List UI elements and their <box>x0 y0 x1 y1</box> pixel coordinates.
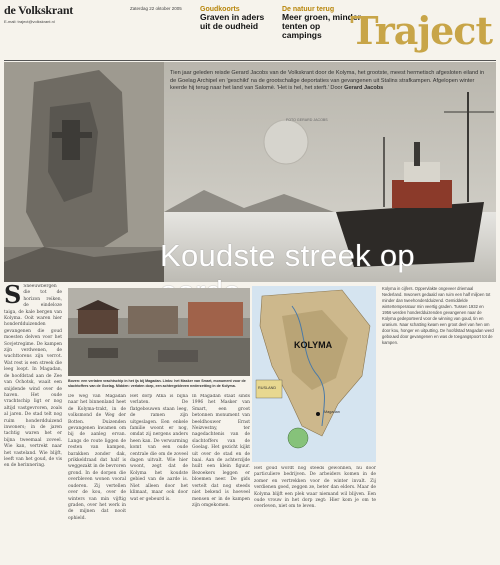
article-column <box>4 284 62 560</box>
kolyma-map <box>252 286 376 462</box>
promo-goudkoorts[interactable] <box>200 6 270 31</box>
intro-text-block <box>170 70 490 93</box>
newspaper-logo: de Volkskrant <box>4 3 74 17</box>
map-inset-label: RUSLAND <box>258 386 277 390</box>
article-headline: Koudste streek op <box>160 238 415 273</box>
intro-text: Tien jaar geleden reisde Gerard Jacobs van de Volkskrant door de Kolyma, het grootste, meest hermetisch afgesloten eiland in de Goelag Archipel en 'geschikt' na de grootschalige deportaties van gevangenen uit Stalins strafkampen. Afgelopen winter keerde hij terug naar het land van Salomè. 'Het is hel, het sterft.' Door <box>170 70 485 92</box>
section-title: Traject <box>350 8 492 53</box>
article-column <box>68 394 126 560</box>
village-photo <box>68 288 250 376</box>
map-image <box>252 286 376 462</box>
column-text: In Magadan staat sinds 1996 het Masker van Smart, een groot betonnen monument van beeldhouwer Ernst Neizvestny, ter nagedachtenis van de slachtoffers van de Goelag. Het gezicht kijkt uit over de stad en de baai. Aan de achterzijde huilt een klein figuur. Bezoekers leggen er bloemen neer. De gids vertelt dat nog steeds niet bekend is hoeveel mensen er in de kampen zijn omgekomen. <box>192 394 250 508</box>
photo-credit: FOTO GERARD JACOBS <box>286 118 328 122</box>
photo-caption: Boven: een verlaten vrachtschip in het ijs bij Magadan. Links: het Masker van Smart, monument voor de slachtoffers van de Goelag. Midden: verlaten dorp, een achtergebleven nederzetting in de Kolyma. <box>68 379 246 388</box>
article-column <box>254 466 376 560</box>
map-city-label: Magadan <box>324 410 340 414</box>
column-text: De weg van Magadan naar het binnenland heet de Kolyma-trakt, in de volksmond de Weg der Botten. Duizenden gevangenen kwamen om bij de aanleg ervan. Langs de route liggen de resten van kampen, barakken zonder dak, prikkeldraad dat half is weggezakt in de bevroren grond. In de dorpen die overbleven wonen vooral ouderen. Zij vertellen over de kou, over de winters van min vijftig graden, over het werk in de mijnen dat nooit ophield. <box>68 394 126 521</box>
village-photo-image <box>68 288 250 376</box>
column-text: Sneeuwbergen die tot de horizon reiken, de eindeloze taiga, de kale bergen van Kolyma. Ooit waren hier honderdduizenden gevangenen die goud moesten delven voor het Sovjetregime. De kampen zijn verdwenen, de wachttorens zijn verrot. Wat rest is een streek die leeg loopt. In Magadan, de hoofdstad aan de Zee van Ochotsk, waait een snijdende wind over de haven. Het oude vrachtschip ligt er nog altijd vastgevroren, zoals al jaren. De stad telt nog ruim honderdduizend inwoners; in de jaren tachtig waren het er bijna tweemaal zoveel. Wie kan, vertrekt naar het vasteland. Wie blijft, leeft van het goud, de vis en de herinnering. <box>4 284 62 469</box>
header-rule <box>4 60 496 61</box>
column-text: Het dorp Atka is bijna verlaten. De flatgebouwen staan leeg, de ramen zijn uitgeslagen. Een enkele familie woont er nog, omdat zij nergens anders heen kan. De verwarming komt van een oude centrale die om de zoveel dagen uitvalt. Wie hier woont, zegt dat de Kolyma het koudste gebied van de aarde is. Niet alleen door het klimaat, maar ook door wat er gebeurd is. <box>130 394 188 502</box>
article-body <box>4 284 496 562</box>
sidebar-text: Kolyma in cijfers. Oppervlakte ongeveer driemaal Nederland. Inwoners gedaald van ruim een half miljoen tot minder dan tweehonderdduizend. Gemiddelde wintertemperatuur min veertig graden. Tussen 1932 en 1956 werden honderdduizenden gevangenen naar de Kolyma gedeporteerd voor de winning van goud, tin en uranium. Naar schatting kwam een groot deel van hen om door kou, honger en uitputting. De hoofdstad Magadan werd gebouwd door gevangenen en was de toegangspoort tot de kampen. <box>382 286 494 345</box>
column-text: Het goud wordt nog steeds gewonnen, nu door particuliere bedrijven. De arbeiders komen in de zomer en vertrekken voor de winter invalt. Zij verdienen goed, zeggen ze, beter dan elders. Maar de Kolyma blijft een plek waar niemand wil blijven. Een oude vrouw in het dorp zegt: Hier kom je om te overleven, niet om te leven. <box>254 466 376 510</box>
sidebar-box <box>382 286 494 556</box>
article-column <box>130 394 188 560</box>
promo-kicker: De natuur terug <box>282 6 335 13</box>
publication-date: Zaterdag 22 oktober 2005 <box>130 6 182 11</box>
promo-kicker: Goudkoorts <box>200 6 240 13</box>
email-address: E-mail: traject@volkskrant.nl <box>4 19 55 24</box>
monument-mask-of-sorrow <box>4 62 164 282</box>
article-column <box>192 394 250 560</box>
promo-headline: Graven in aders uit de oudheid <box>200 12 265 31</box>
intro-byline: Gerard Jacobs <box>344 85 384 92</box>
map-region-label: KOLYMA <box>294 340 333 350</box>
promo-headline: Meer groen, minder tenten op campings <box>282 12 361 40</box>
drop-cap: S <box>4 284 22 309</box>
